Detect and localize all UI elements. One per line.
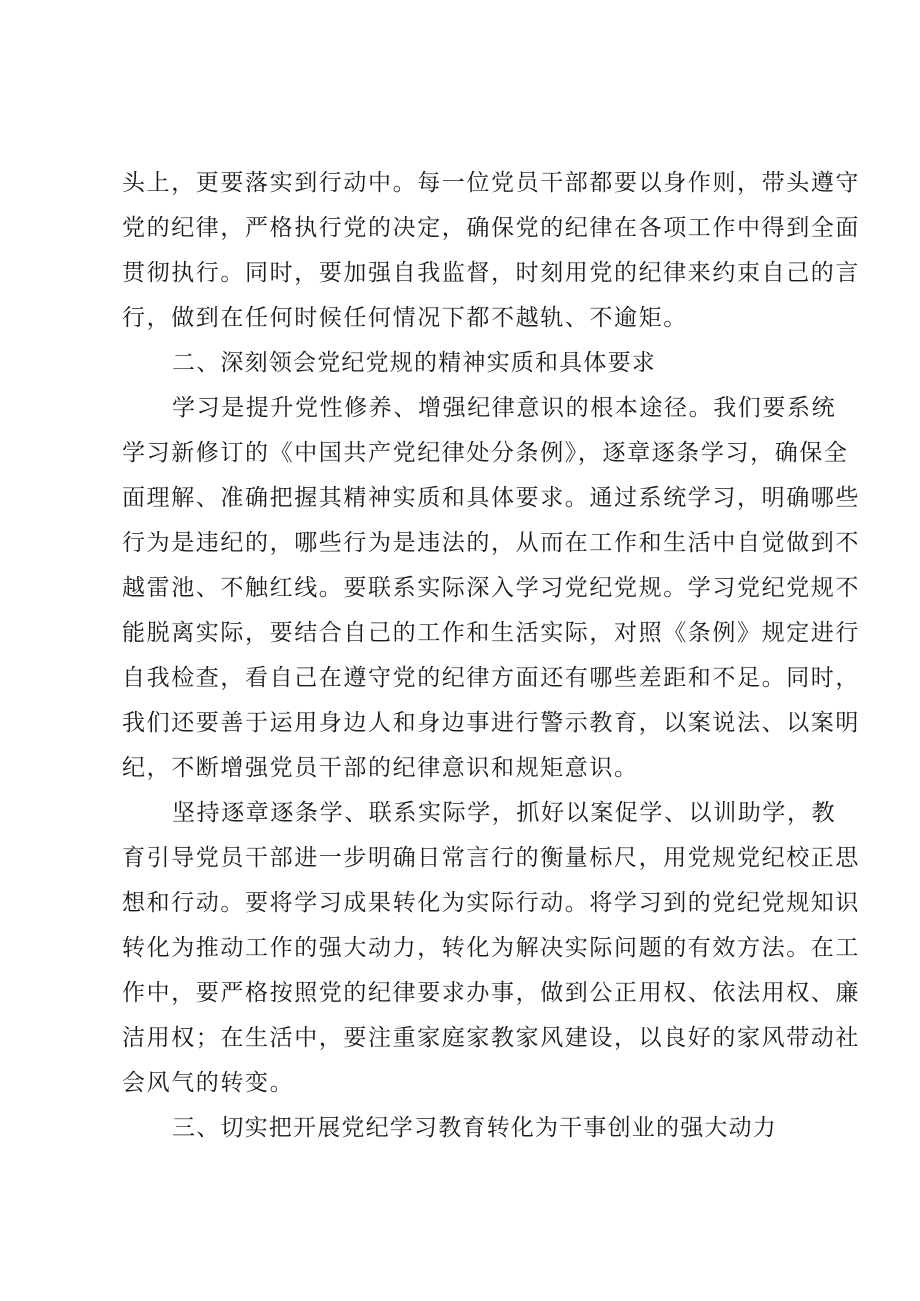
paragraph-line: 纪，不断增强党员干部的纪律意识和规矩意识。	[122, 755, 639, 781]
paragraph-line: 越雷池、不触红线。要联系实际深入学习党纪党规。学习党纪党规不	[122, 575, 860, 601]
paragraph-line: 作中，要严格按照党的纪律要求办事，做到公正用权、依法用权、廉	[122, 980, 860, 1006]
paragraph-line: 自我检查，看自己在遵守党的纪律方面还有哪些差距和不足。同时，	[122, 665, 860, 691]
paragraph-line: 洁用权；在生活中，要注重家庭家教家风建设，以良好的家风带动社	[122, 1025, 860, 1051]
section-heading-3: 三、切实把开展党纪学习教育转化为干事创业的强大动力	[172, 1115, 777, 1141]
paragraph-line: 育引导党员干部进一步明确日常言行的衡量标尺，用党规党纪校正思	[122, 845, 860, 871]
paragraph-line: 行，做到在任何时候任何情况下都不越轨、不逾矩。	[122, 305, 688, 331]
paragraph-line: 会风气的转变。	[122, 1070, 295, 1096]
paragraph-line: 面理解、准确把握其精神实质和具体要求。通过系统学习，明确哪些	[122, 485, 860, 511]
paragraph-line: 能脱离实际，要结合自己的工作和生活实际，对照《条例》规定进行	[122, 620, 860, 646]
paragraph-line: 学习新修订的《中国共产党纪律处分条例》，逐章逐条学习，确保全	[122, 440, 849, 466]
paragraph-line: 坚持逐章逐条学、联系实际学，抓好以案促学、以训助学，教	[172, 800, 837, 826]
paragraph-line: 我们还要善于运用身边人和身边事进行警示教育，以案说法、以案明	[122, 710, 860, 736]
paragraph-line: 党的纪律，严格执行党的决定，确保党的纪律在各项工作中得到全面	[122, 215, 860, 241]
paragraph-line: 想和行动。要将学习成果转化为实际行动。将学习到的党纪党规知识	[122, 890, 860, 916]
paragraph-line: 头上，更要落实到行动中。每一位党员干部都要以身作则，带头遵守	[122, 170, 860, 196]
paragraph-line: 学习是提升党性修养、增强纪律意识的根本途径。我们要系统	[172, 395, 837, 421]
paragraph-line: 行为是违纪的，哪些行为是违法的，从而在工作和生活中自觉做到不	[122, 530, 860, 556]
paragraph-line: 贯彻执行。同时，要加强自我监督，时刻用党的纪律来约束自己的言	[122, 260, 860, 286]
paragraph-line: 转化为推动工作的强大动力，转化为解决实际问题的有效方法。在工	[122, 935, 860, 961]
section-heading-2: 二、深刻领会党纪党规的精神实质和具体要求	[172, 350, 656, 376]
